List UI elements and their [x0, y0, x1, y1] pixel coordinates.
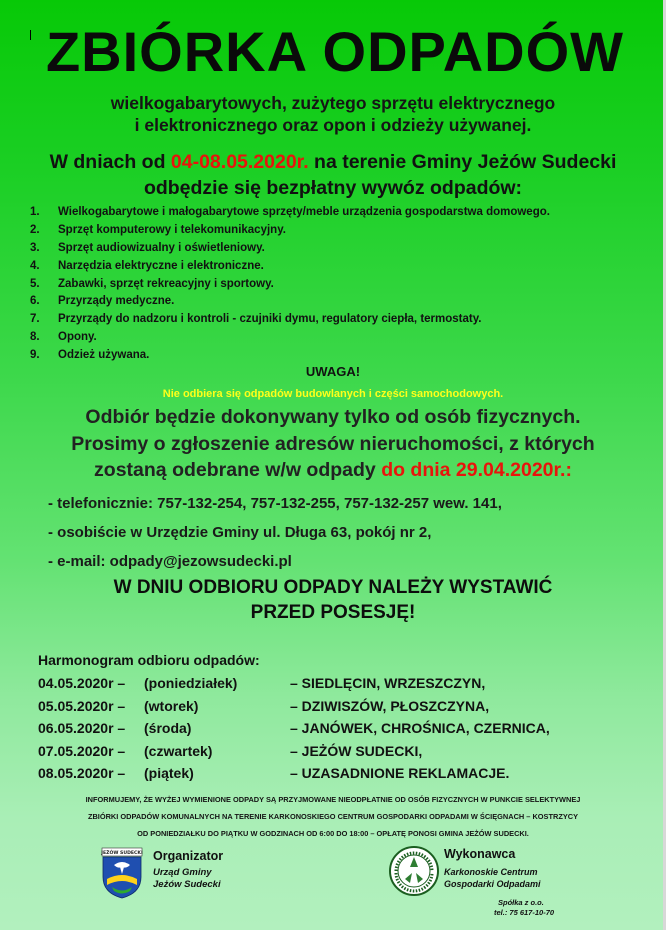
pickup-line-2: Prosimy o zgłoszenie adresów nieruchomości, z których	[71, 432, 595, 455]
dates-prefix: W dniach od	[49, 151, 171, 173]
contact-in-person: - osobiście w Urzędzie Gminy ul. Długa 63, pokój nr 2,	[48, 524, 432, 541]
schedule-row: 08.05.2020r – (piątek) – UZASADNIONE REKLAMACJE.	[38, 765, 510, 781]
schedule-row: 06.05.2020r – (środa) – JANÓWEK, CHROŚNICA, CZERNICA,	[38, 720, 550, 736]
warning-heading: UWAGA!	[305, 364, 361, 379]
info-line-3: OD PONIEDZIAŁKU DO PIĄTKU W GODZINACH OD 6:00 DO 18:00 – OPŁATĘ PONOSI GMINA JEŻÓW SUDECKI.	[137, 829, 529, 838]
contractor-company-form: Spółka z o.o.	[498, 898, 544, 907]
notice-line-2: PRZED POSESJĘ!	[250, 602, 416, 623]
subtitle-line-1: wielkogabarytowych, zużytego sprzętu elektrycznego	[110, 93, 556, 113]
list-item: 9. Odzież używana.	[30, 349, 150, 362]
contractor-name: Karkonoskie Centrum Gospodarki Odpadami	[444, 867, 541, 889]
waste-items-list	[30, 204, 650, 365]
list-item: 8. Opony.	[30, 331, 97, 344]
schedule-title: Harmonogram odbioru odpadów:	[38, 652, 260, 668]
info-footnote	[15, 791, 651, 842]
schedule-row: 07.05.2020r – (czwartek) – JEŻÓW SUDECKI,	[38, 742, 423, 759]
pickup-line-1: Odbiór będzie dokonywany tylko od osób fizycznych.	[85, 406, 581, 428]
list-item: 5. Zabawki, sprzęt rekreacyjny i sportowy.	[30, 277, 274, 290]
pickup-line-3: zostaną odebrane w/w odpady do dnia 29.04.2020r.:	[94, 459, 572, 481]
poster-title: ZBIÓRKA ODPADÓW	[45, 20, 625, 83]
contractor-phone: tel.: 75 617-10-70	[494, 908, 555, 917]
schedule-row: 05.05.2020r – (wtorek) – DZIWISZÓW, PŁOSZCZYNA,	[38, 697, 490, 714]
contractor-label: Wykonawca	[444, 847, 516, 861]
svg-text:JEŻÓW SUDECKI: JEŻÓW SUDECKI	[101, 851, 143, 856]
contact-methods	[48, 489, 648, 576]
collection-dates	[10, 149, 656, 175]
dates-range: 04-08.05.2020r.	[170, 151, 309, 173]
dates-suffix: na terenie Gminy Jeżów Sudecki	[308, 151, 617, 173]
kcgo-logo-icon	[388, 845, 440, 897]
contact-phone: - telefonicznie: 757-132-254, 757-132-255, 757-132-257 wew. 141,	[48, 495, 502, 512]
municipality-crest-icon	[100, 847, 144, 899]
list-item: 3. Sprzęt audiowizualny i oświetleniowy.	[30, 241, 265, 254]
warning-text: Nie odbiera się odpadów budowlanych i części samochodowych.	[162, 388, 504, 400]
notice-line-1: W DNIU ODBIORU ODPADY NALEŻY WYSTAWIĆ	[113, 577, 553, 598]
list-item: 2. Sprzęt komputerowy i telekomunikacyjny.	[30, 223, 286, 236]
put-out-notice	[20, 575, 646, 625]
schedule-row: 04.05.2020r – (poniedziałek) – SIEDLĘCIN, WRZESZCZYN,	[38, 675, 486, 691]
subtitle	[40, 92, 626, 136]
organizer-label: Organizator	[153, 849, 224, 863]
info-line-2: ZBIÓRKI ODPADÓW KOMUNALNYCH NA TERENIE KARKONOSKIEGO CENTRUM GOSPODARKI ODPADAMI W ŚCIĘGNACH – KOSTRZYCY	[87, 812, 579, 821]
list-item: 4. Narzędzia elektryczne i elektroniczne.	[30, 259, 264, 272]
list-item: 1. Wielkogabarytowe i małogabarytowe sprzęty/meble urządzenia gospodarstwa domowego.	[30, 206, 550, 218]
list-item: 7. Przyrządy do nadzoru i kontroli - czujniki dymu, regulatory ciepła, termostaty.	[30, 313, 482, 326]
free-removal-line: odbędzie się bezpłatny wywóz odpadów:	[143, 177, 523, 199]
subtitle-line-2: i elektronicznego oraz opon i odzieży używanej.	[134, 115, 532, 135]
schedule-table	[38, 672, 638, 785]
info-line-1: INFORMUJEMY, ŻE WYŻEJ WYMIENIONE ODPADY SĄ PRZYJMOWANE NIEODPŁATNIE OD OSÓB FIZYCZNYCH W PUNKCIE SELEKTYWNEJ	[85, 795, 581, 804]
pickup-deadline: do dnia 29.04.2020r.:	[381, 459, 572, 481]
pickup-info	[20, 404, 646, 484]
contact-email: - e-mail: odpady@jezowsudecki.pl	[48, 553, 292, 570]
list-item: 6. Przyrządy medyczne.	[30, 295, 175, 308]
organizer-name: Urząd Gminy Jeżów Sudecki	[153, 867, 221, 890]
